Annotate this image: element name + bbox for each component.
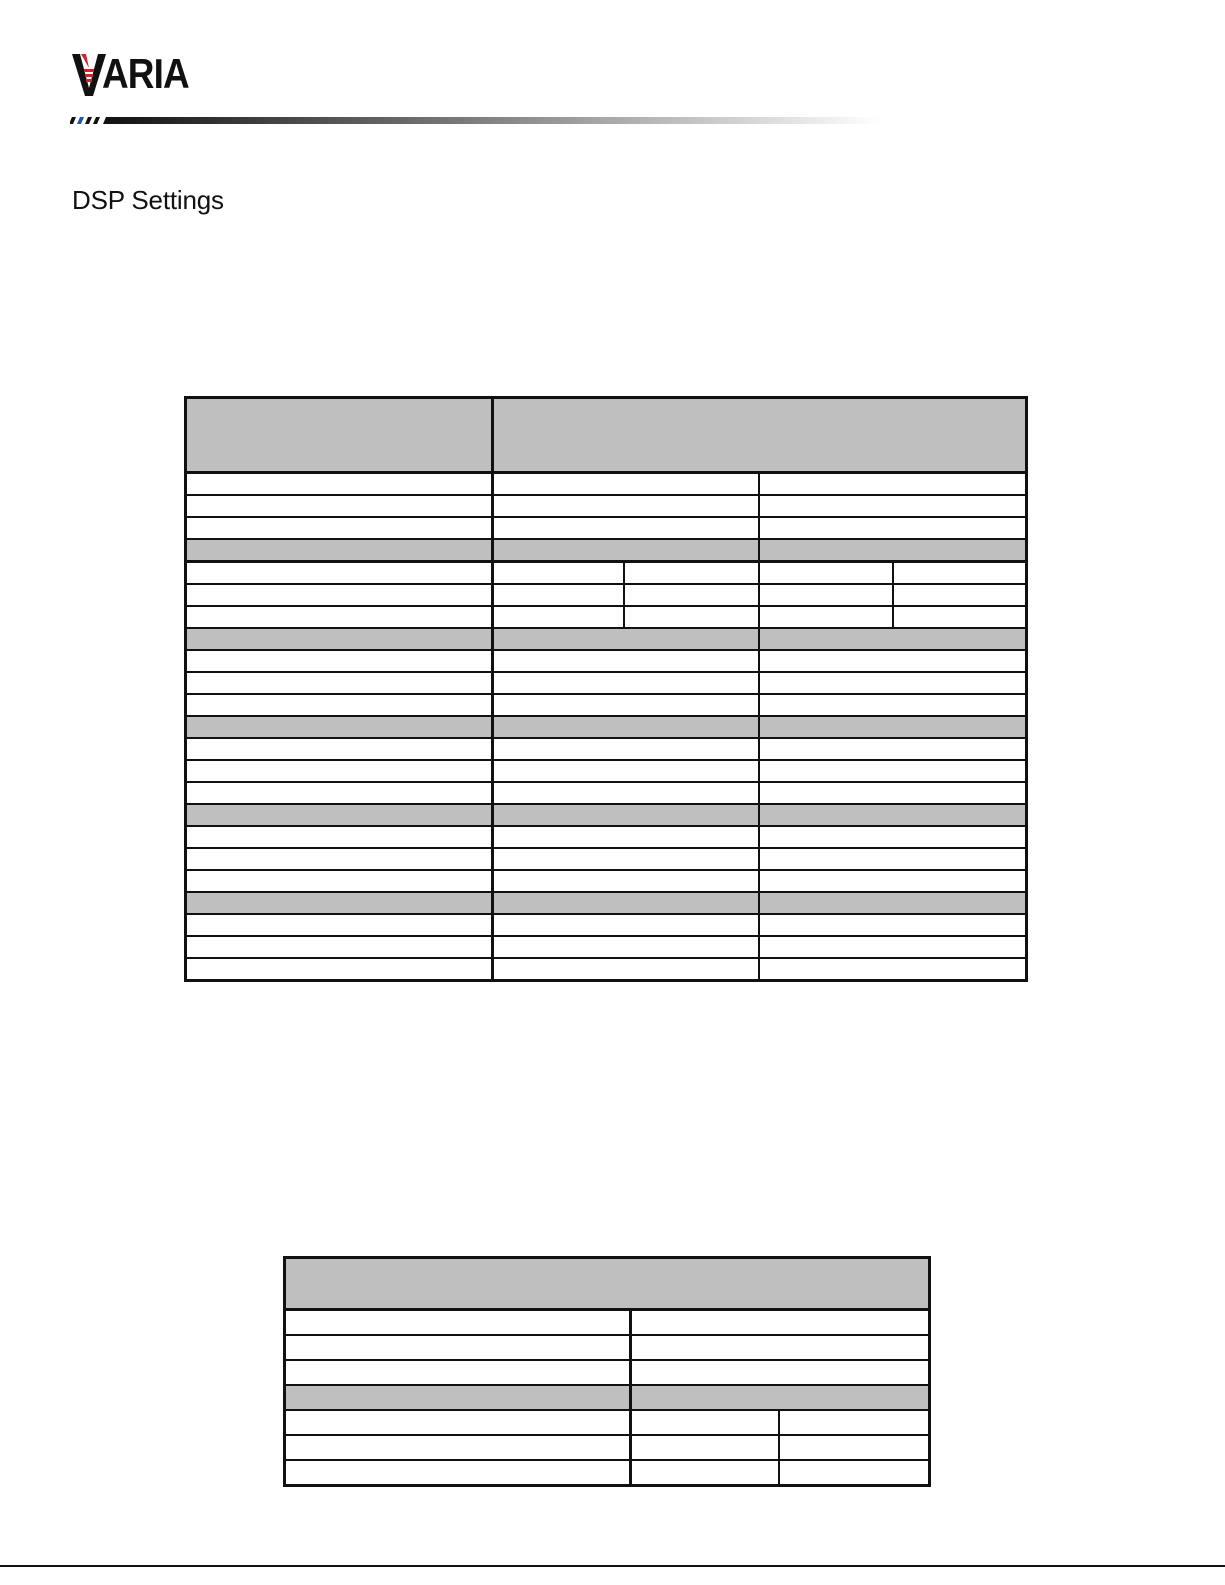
table-cell bbox=[493, 760, 759, 782]
table-cell bbox=[759, 782, 1027, 804]
table-cell bbox=[186, 606, 493, 628]
table-cell bbox=[493, 738, 759, 760]
table-cell bbox=[493, 958, 759, 981]
table-cell bbox=[493, 584, 624, 606]
section-row bbox=[186, 804, 1027, 826]
table-cell bbox=[631, 1460, 779, 1486]
table-row bbox=[186, 782, 1027, 804]
table-row bbox=[186, 848, 1027, 870]
table-cell bbox=[186, 672, 493, 694]
table-cell bbox=[759, 760, 1027, 782]
table-row bbox=[285, 1360, 930, 1385]
page-title: DSP Settings bbox=[72, 185, 224, 215]
table-cell bbox=[186, 826, 493, 848]
table-row bbox=[285, 1460, 930, 1486]
table-cell bbox=[631, 1360, 930, 1385]
table-row bbox=[186, 650, 1027, 672]
section-row bbox=[186, 628, 1027, 650]
table-row bbox=[285, 1435, 930, 1460]
table-cell bbox=[493, 848, 759, 870]
table-cell bbox=[186, 936, 493, 958]
table-cell bbox=[285, 1410, 631, 1435]
table-cell bbox=[186, 738, 493, 760]
table-cell bbox=[631, 1335, 930, 1360]
table-cell bbox=[186, 782, 493, 804]
table-cell bbox=[779, 1410, 930, 1435]
table-cell bbox=[893, 562, 1027, 585]
table-cell bbox=[186, 804, 493, 826]
table-cell bbox=[624, 584, 759, 606]
table-cell bbox=[759, 539, 1027, 562]
table-cell bbox=[759, 473, 1027, 496]
table-cell bbox=[759, 804, 1027, 826]
varia-logo bbox=[72, 50, 189, 98]
table-cell bbox=[285, 1435, 631, 1460]
table-cell bbox=[186, 958, 493, 981]
table-row bbox=[186, 738, 1027, 760]
table-row bbox=[186, 914, 1027, 936]
table-cell bbox=[759, 562, 893, 585]
table-row bbox=[186, 473, 1027, 496]
table-row bbox=[186, 495, 1027, 517]
table-cell bbox=[493, 892, 759, 914]
table-cell bbox=[186, 914, 493, 936]
header-cell bbox=[285, 1258, 930, 1310]
table-cell bbox=[779, 1435, 930, 1460]
table-cell bbox=[493, 672, 759, 694]
table-cell bbox=[186, 650, 493, 672]
table-cell bbox=[285, 1460, 631, 1486]
section-row bbox=[186, 539, 1027, 562]
table-cell bbox=[759, 584, 893, 606]
logo-wordmark: ARIA bbox=[102, 50, 189, 97]
table-row bbox=[186, 606, 1027, 628]
table-cell bbox=[186, 716, 493, 738]
table-cell bbox=[493, 914, 759, 936]
table-cell bbox=[186, 584, 493, 606]
table-cell bbox=[759, 738, 1027, 760]
table-cell bbox=[493, 936, 759, 958]
table-cell bbox=[285, 1310, 631, 1336]
table-row bbox=[285, 1310, 930, 1336]
table-row bbox=[186, 760, 1027, 782]
table-cell bbox=[493, 473, 759, 496]
table-row bbox=[186, 672, 1027, 694]
table-cell bbox=[493, 716, 759, 738]
table-cell bbox=[759, 650, 1027, 672]
table-cell bbox=[893, 606, 1027, 628]
table-cell bbox=[759, 848, 1027, 870]
table-cell bbox=[493, 870, 759, 892]
table-row bbox=[285, 1410, 930, 1435]
table-cell bbox=[759, 672, 1027, 694]
table-cell bbox=[493, 539, 759, 562]
table-cell bbox=[186, 473, 493, 496]
table-cell bbox=[759, 870, 1027, 892]
table-row bbox=[285, 1335, 930, 1360]
table-cell bbox=[186, 870, 493, 892]
footer-rule bbox=[0, 1565, 1225, 1567]
table-cell bbox=[759, 892, 1027, 914]
table-cell bbox=[493, 562, 624, 585]
table-cell bbox=[759, 628, 1027, 650]
table-cell bbox=[186, 892, 493, 914]
table-header-row bbox=[285, 1258, 930, 1310]
table-cell bbox=[186, 562, 493, 585]
table-row bbox=[186, 517, 1027, 539]
table-cell bbox=[759, 716, 1027, 738]
table-cell bbox=[493, 628, 759, 650]
header-rule bbox=[70, 115, 880, 127]
table-row bbox=[186, 958, 1027, 981]
table-cell bbox=[759, 495, 1027, 517]
table-cell bbox=[493, 495, 759, 517]
section-row bbox=[186, 892, 1027, 914]
table-cell bbox=[893, 584, 1027, 606]
table-cell bbox=[759, 826, 1027, 848]
table-cell bbox=[759, 517, 1027, 539]
table-cell bbox=[493, 606, 624, 628]
table-cell bbox=[624, 606, 759, 628]
table-cell bbox=[631, 1310, 930, 1336]
table-cell bbox=[285, 1385, 631, 1410]
table-row bbox=[186, 694, 1027, 716]
table-cell bbox=[779, 1460, 930, 1486]
table-cell bbox=[493, 694, 759, 716]
logo-v-mark-icon bbox=[72, 54, 106, 96]
table-row bbox=[186, 584, 1027, 606]
table-row bbox=[186, 562, 1027, 585]
table-row bbox=[186, 826, 1027, 848]
dsp-settings-table bbox=[184, 396, 1028, 982]
table-cell bbox=[631, 1410, 779, 1435]
table-header-row bbox=[186, 398, 1027, 473]
table-cell bbox=[493, 804, 759, 826]
table-cell bbox=[631, 1385, 930, 1410]
table-cell bbox=[759, 936, 1027, 958]
header-cell bbox=[493, 398, 1027, 473]
table-cell bbox=[759, 914, 1027, 936]
table-cell bbox=[186, 848, 493, 870]
secondary-settings-table bbox=[283, 1256, 931, 1487]
table-row bbox=[186, 936, 1027, 958]
section-row bbox=[285, 1385, 930, 1410]
table-cell bbox=[285, 1335, 631, 1360]
header-cell bbox=[186, 398, 493, 473]
table-cell bbox=[285, 1360, 631, 1385]
table-cell bbox=[493, 650, 759, 672]
table-cell bbox=[624, 562, 759, 585]
table-cell bbox=[186, 495, 493, 517]
table-cell bbox=[631, 1435, 779, 1460]
table-cell bbox=[759, 694, 1027, 716]
table-cell bbox=[493, 517, 759, 539]
table-cell bbox=[186, 760, 493, 782]
table-row bbox=[186, 870, 1027, 892]
table-cell bbox=[493, 782, 759, 804]
section-row bbox=[186, 716, 1027, 738]
table-cell bbox=[759, 606, 893, 628]
table-cell bbox=[493, 826, 759, 848]
table-cell bbox=[186, 539, 493, 562]
table-cell bbox=[186, 628, 493, 650]
table-cell bbox=[186, 517, 493, 539]
table-cell bbox=[759, 958, 1027, 981]
table-cell bbox=[186, 694, 493, 716]
